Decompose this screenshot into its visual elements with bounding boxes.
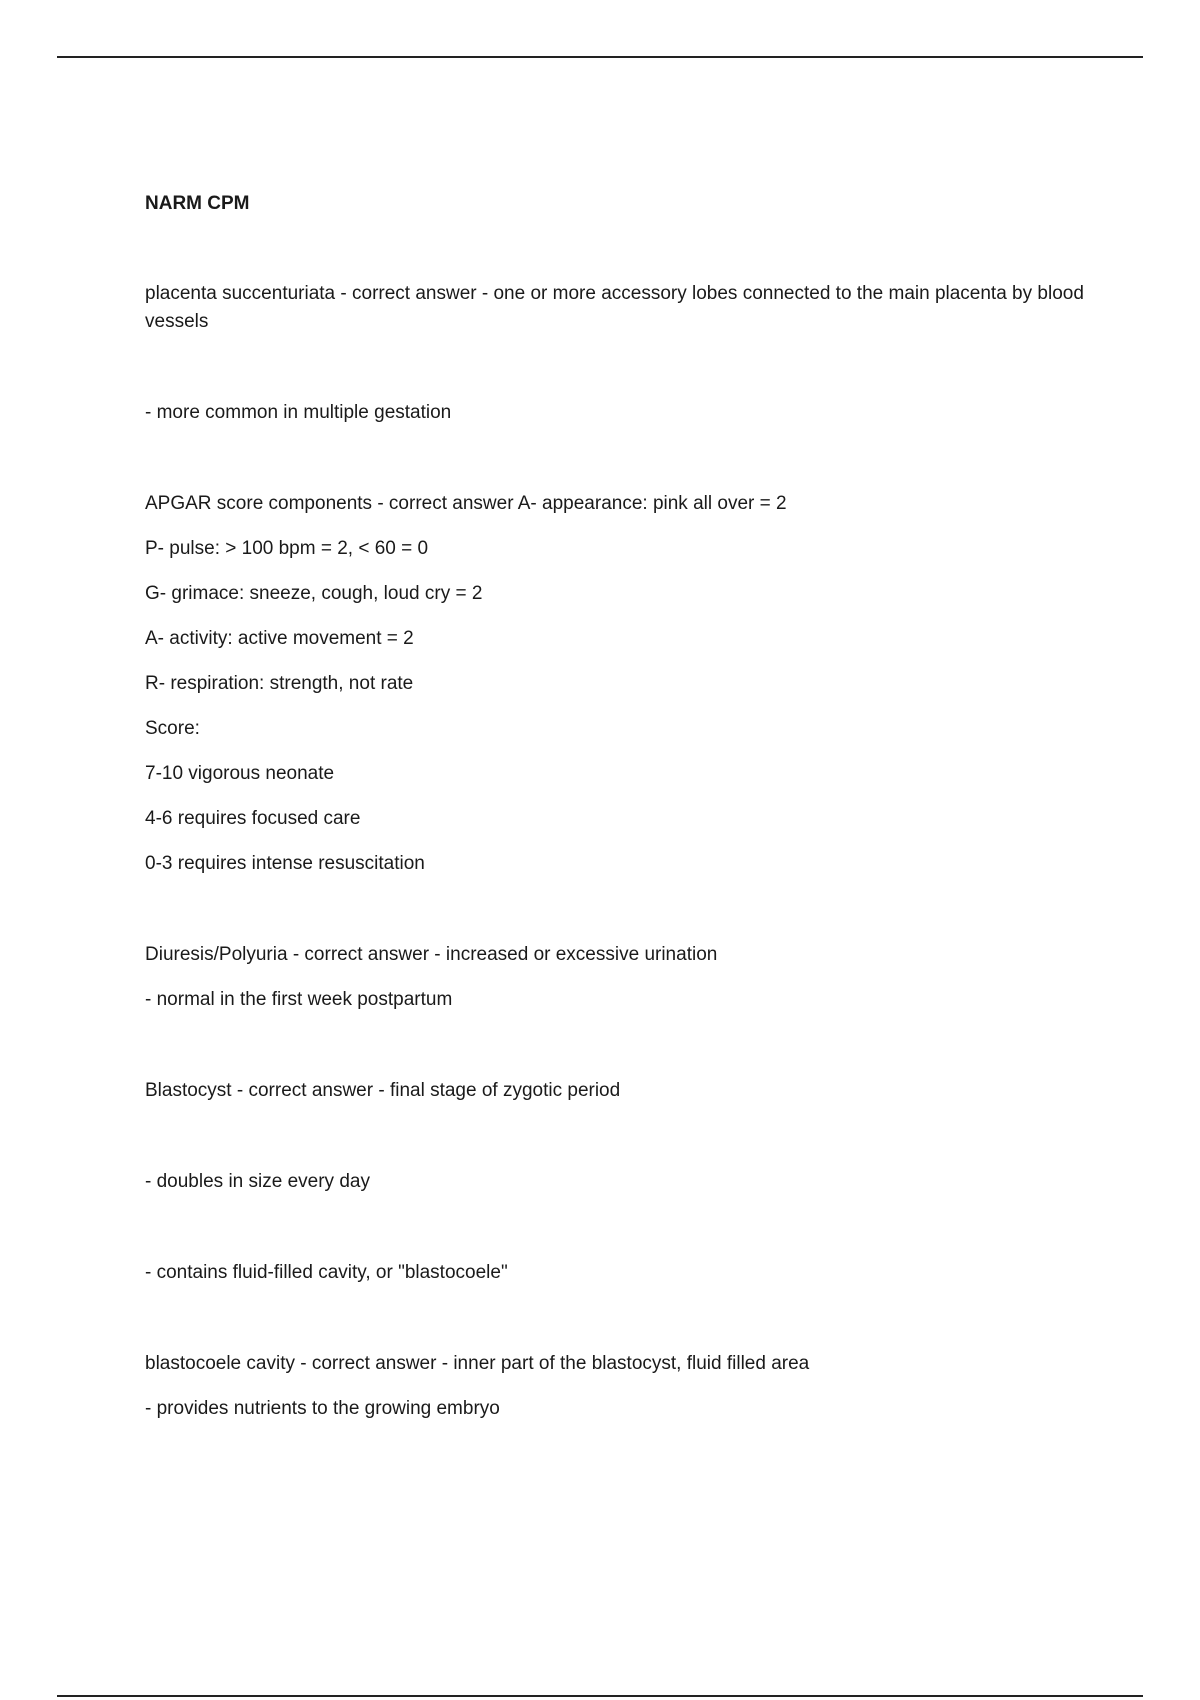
text-line: - doubles in size every day [145,1171,370,1192]
text-line: Diuresis/Polyuria - correct answer - increased or excessive urination [145,944,718,965]
text-line: Blastocyst - correct answer - final stage of zygotic period [145,1080,621,1101]
top-rule [57,56,1143,58]
text-line: blastocoele cavity - correct answer - inner part of the blastocyst, fluid filled area [145,1353,810,1374]
text-line: APGAR score components - correct answer A- appearance: pink all over = 2 [145,493,787,514]
bottom-rule [57,1695,1143,1697]
text-line: P- pulse: > 100 bpm = 2, < 60 = 0 [145,538,429,559]
text-line: 4-6 requires focused care [145,808,361,829]
text-line: G- grimace: sneeze, cough, loud cry = 2 [145,583,483,604]
text-line: placenta succenturiata - correct answer - one or more accessory lobes connected to the main placenta by blood vessels [145,283,1084,332]
text-line: - provides nutrients to the growing embryo [145,1398,500,1419]
text-line: 0-3 requires intense resuscitation [145,853,425,874]
text-line: - normal in the first week postpartum [145,989,453,1010]
document-title: NARM CPM [145,193,250,214]
text-line: A- activity: active movement = 2 [145,628,414,649]
text-line: - more common in multiple gestation [145,402,452,423]
text-line: 7-10 vigorous neonate [145,763,335,784]
text-line: Score: [145,718,200,739]
text-line: R- respiration: strength, not rate [145,673,414,694]
document-body [145,190,1085,1423]
text-line: - contains fluid-filled cavity, or "blastocoele" [145,1262,508,1283]
